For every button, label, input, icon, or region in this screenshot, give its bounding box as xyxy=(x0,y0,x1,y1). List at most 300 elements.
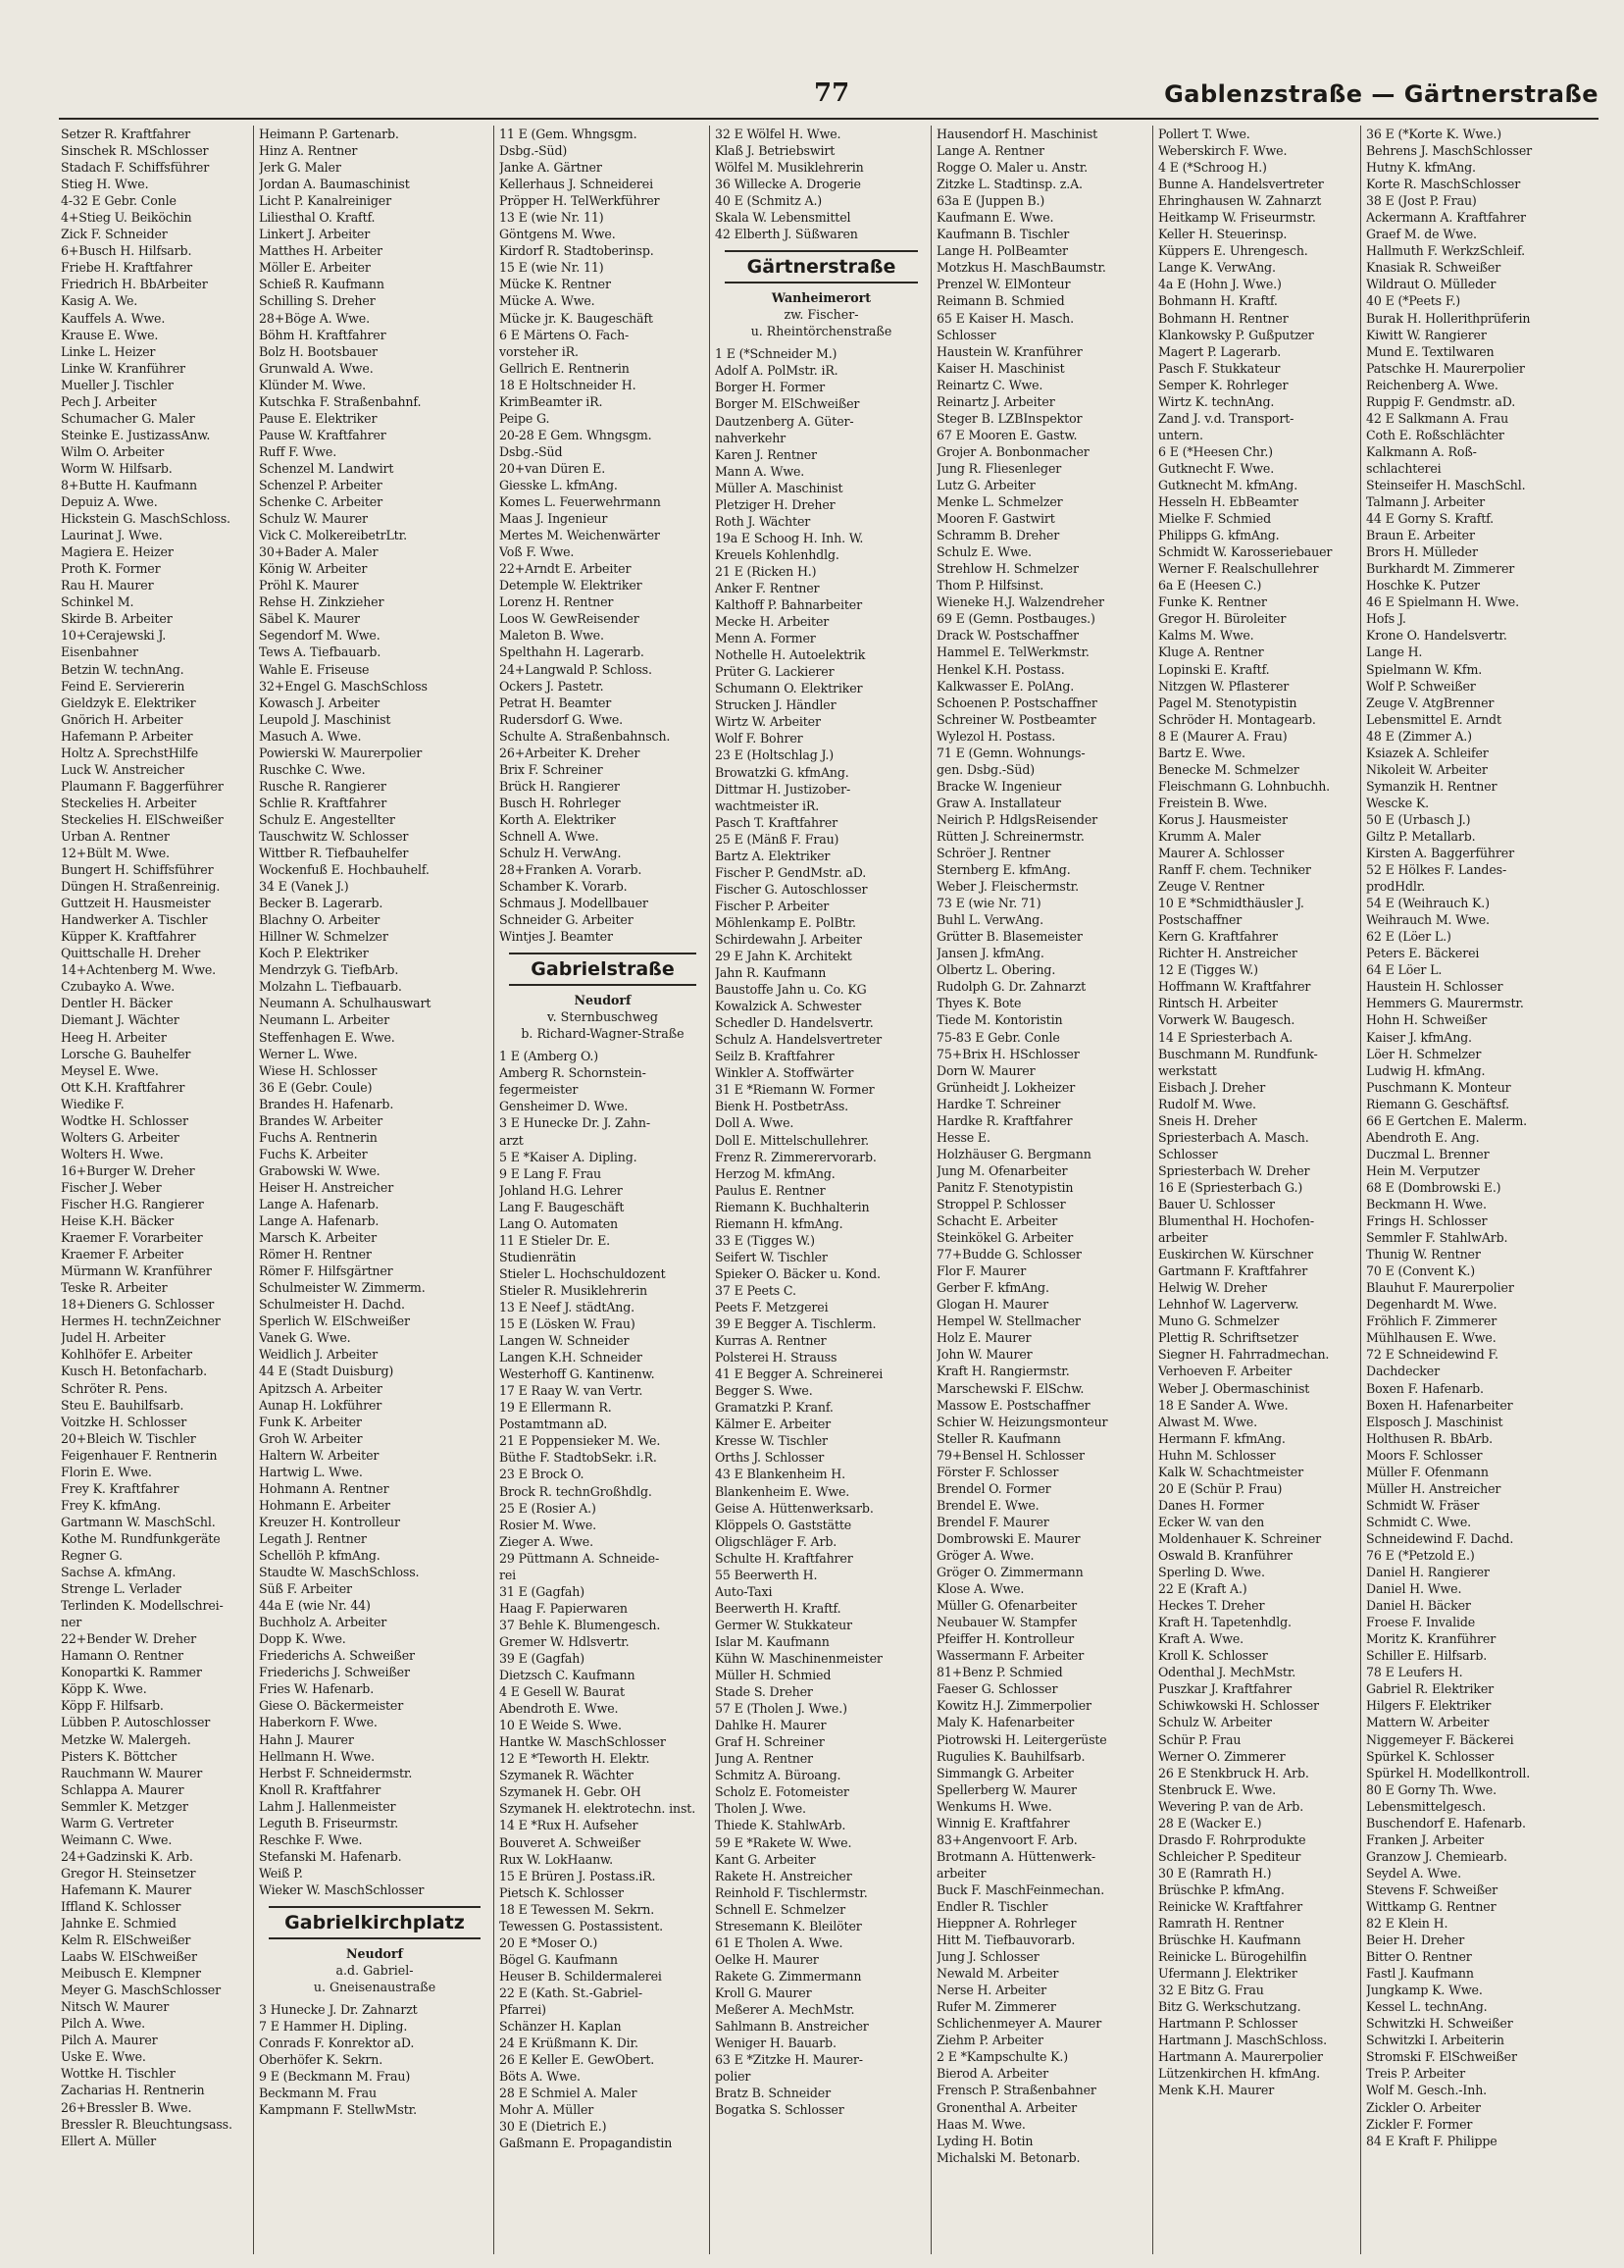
list-item: Stade S. Dreher xyxy=(715,1684,813,1700)
street-extent: u. Rheintörchenstraße xyxy=(750,324,892,339)
list-item: Kessel L. technAng. xyxy=(1366,1999,1488,2015)
list-item: Wahle E. Friseuse xyxy=(259,661,370,677)
list-item: 15 E (wie Nr. 11) xyxy=(499,260,604,276)
list-item: 10 E Weide S. Wwe. xyxy=(499,1718,622,1733)
list-item: Moors F. Schlosser xyxy=(1366,1447,1483,1463)
list-item: Braun E. Arbeiter xyxy=(1366,528,1475,543)
street-district: Neudorf xyxy=(574,993,632,1008)
list-item: 28+Böge A. Wwe. xyxy=(259,310,370,326)
list-item: Gnörich H. Arbeiter xyxy=(61,711,183,727)
list-item: Kaufmann E. Wwe. xyxy=(937,210,1054,226)
list-item: Förster F. Schlosser xyxy=(937,1464,1059,1479)
list-item: Powierski W. Maurerpolier xyxy=(259,745,423,760)
list-item: Czubayko A. Wwe. xyxy=(61,979,176,995)
list-item: 23 E Brock O. xyxy=(499,1467,584,1482)
list-item: Steckelies H. ElSchweißer xyxy=(61,811,224,827)
list-item: Wolf P. Schweißer xyxy=(1366,678,1476,694)
list-item: Terlinden K. Modellschrei- xyxy=(61,1598,224,1614)
list-item: 12 E (Tigges W.) xyxy=(1158,962,1258,978)
list-item: Euskirchen W. Kürschner xyxy=(1158,1247,1313,1263)
list-item: Beier H. Dreher xyxy=(1366,1933,1465,1948)
list-item: 39 E Begger A. Tischlerm. xyxy=(715,1316,877,1332)
list-item: 82 E Klein H. xyxy=(1366,1916,1448,1932)
list-item: Dittmar H. Justizober- xyxy=(715,781,851,797)
list-item: Schoenen P. Postschaffner xyxy=(937,695,1097,710)
list-item: Menk K.H. Maurer xyxy=(1158,2083,1275,2098)
list-item: Böhm H. Kraftfahrer xyxy=(259,327,386,342)
list-item: Krone O. Handelsvertr. xyxy=(1366,628,1507,644)
list-item: Wenkums H. Wwe. xyxy=(937,1798,1052,1814)
list-item: Lützenkirchen H. kfmAng. xyxy=(1158,2066,1321,2082)
list-item: Bartz A. Elektriker xyxy=(715,848,831,863)
list-item: Ackermann A. Kraftfahrer xyxy=(1366,210,1526,226)
list-item: Meßerer A. MechMstr. xyxy=(715,2001,855,2017)
list-item: 18 E Holtschneider H. xyxy=(499,377,636,392)
list-item: Hartmann A. Maurerpolier xyxy=(1158,2049,1323,2065)
list-item: Skala W. Lebensmittel xyxy=(715,210,851,226)
list-item: Haltern W. Arbeiter xyxy=(259,1447,380,1463)
list-item: Jansen J. kfmAng. xyxy=(937,946,1044,961)
list-item: Prüter G. Lackierer xyxy=(715,664,835,680)
list-item: Amberg R. Schornstein- xyxy=(499,1065,646,1081)
list-item: 32 E Wölfel H. Wwe. xyxy=(715,127,841,141)
list-item: Kühn W. Maschinenmeister xyxy=(715,1650,883,1666)
list-item: Brendel F. Maurer xyxy=(937,1514,1049,1529)
list-item: 20 E *Moser O.) xyxy=(499,1934,598,1950)
list-item: Islar M. Kaufmann xyxy=(715,1633,830,1649)
list-item: Blachny O. Arbeiter xyxy=(259,912,381,928)
list-item: Faeser G. Schlosser xyxy=(937,1681,1058,1697)
list-item: Giese O. Bäckermeister xyxy=(259,1698,404,1714)
list-item: 54 E (Weihrauch K.) xyxy=(1366,896,1490,911)
list-item: Postschaffner xyxy=(1158,912,1243,928)
list-item: Granzow J. Chemiearb. xyxy=(1366,1848,1507,1864)
list-item: Hammel E. TelWerkmstr. xyxy=(937,644,1090,660)
list-item: Buchholz A. Arbeiter xyxy=(259,1615,387,1630)
list-item: Piotrowski H. Leitergerüste xyxy=(937,1731,1107,1747)
list-item: 61 E Tholen A. Wwe. xyxy=(715,1934,843,1950)
list-item: Kraemer F. Arbeiter xyxy=(61,1247,183,1263)
list-item: 36 E (*Korte K. Wwe.) xyxy=(1366,127,1501,141)
list-item: Schlosser xyxy=(1158,1146,1218,1161)
list-item: Teske R. Arbeiter xyxy=(61,1280,168,1296)
list-item: 23 E (Holtschlag J.) xyxy=(715,747,835,763)
list-item: Reinicke L. Bürogehilfin xyxy=(1158,1949,1307,1965)
list-item: Herzog M. kfmAng. xyxy=(715,1165,836,1181)
list-item: Kalms M. Wwe. xyxy=(1158,628,1254,644)
list-item: Nerse H. Arbeiter xyxy=(937,1983,1047,1998)
list-item: 78 E Leufers H. xyxy=(1366,1665,1463,1680)
list-item: 20+Bleich W. Tischler xyxy=(61,1430,196,1446)
list-item: Werner O. Zimmerer xyxy=(1158,1748,1286,1764)
list-item: Ksiazek A. Schleifer xyxy=(1366,745,1489,760)
list-item: ner xyxy=(61,1615,82,1630)
list-item: Hafemann P. Arbeiter xyxy=(61,728,193,744)
list-item: Schnell A. Wwe. xyxy=(499,828,599,844)
list-item: Werner F. Realschullehrer xyxy=(1158,561,1319,577)
list-item: Kowalzick A. Schwester xyxy=(715,999,862,1014)
street-district: Neudorf xyxy=(346,1945,403,1961)
list-item: Thom P. Hilfsinst. xyxy=(937,578,1044,593)
list-item: 10+Cerajewski J. xyxy=(61,628,167,644)
list-item: Adolf A. PolMstr. iR. xyxy=(715,363,838,379)
list-item: Wescke K. xyxy=(1366,795,1430,810)
list-item: Fischer P. GendMstr. aD. xyxy=(715,864,867,880)
list-item: Riemann H. kfmAng. xyxy=(715,1215,843,1231)
list-item: Schenzel M. Landwirt xyxy=(259,460,394,476)
list-item: Herbst F. Schneidermstr. xyxy=(259,1765,413,1780)
list-item: 4a E (Hohn J. Wwe.) xyxy=(1158,277,1282,292)
list-item: Reimann B. Schmied xyxy=(937,293,1065,309)
list-item: Segendorf M. Wwe. xyxy=(259,628,381,644)
list-item: Brendel E. Wwe. xyxy=(937,1497,1040,1513)
list-item: fegermeister xyxy=(499,1082,579,1098)
list-item: Fischer J. Weber xyxy=(61,1179,162,1195)
list-item: Strehlow H. Schmelzer xyxy=(937,561,1079,577)
list-item: Schulmeister H. Dachd. xyxy=(259,1297,405,1313)
list-item: Feigenhauer F. Rentnerin xyxy=(61,1447,218,1463)
list-item: Mürmann W. Kranführer xyxy=(61,1263,212,1279)
list-item: Oberhöfer K. Sekrn. xyxy=(259,2052,383,2068)
list-item: 39 E (Gagfah) xyxy=(499,1650,585,1666)
list-item: Eisenbahner xyxy=(61,644,138,660)
list-item: Wolf M. Gesch.-Inh. xyxy=(1366,2083,1488,2098)
list-item: Schramm B. Dreher xyxy=(937,528,1060,543)
list-item: 24+Gadzinski K. Arb. xyxy=(61,1848,193,1864)
list-item: 31 E *Riemann W. Former xyxy=(715,1082,875,1098)
list-item: Bienk H. PostbetrAss. xyxy=(715,1099,849,1114)
list-item: Laabs W. ElSchweißer xyxy=(61,1949,197,1965)
list-item: Hutny K. kfmAng. xyxy=(1366,160,1476,176)
list-item: Bierod A. Arbeiter xyxy=(937,2066,1048,2082)
list-item: 7 E Hammer H. Dipling. xyxy=(259,2019,408,2035)
list-item: 4 E Gesell W. Baurat xyxy=(499,1684,625,1700)
list-item: Motzkus H. MaschBaumstr. xyxy=(937,260,1106,276)
list-item: 43 E Blankenheim H. xyxy=(715,1467,845,1482)
list-item: 40 E (Schmitz A.) xyxy=(715,193,823,209)
list-item: Kraemer F. Vorarbeiter xyxy=(61,1230,203,1246)
list-item: Seydel A. Wwe. xyxy=(1366,1865,1461,1881)
list-item: Kohlhöfer E. Arbeiter xyxy=(61,1347,192,1363)
list-item: Hardke R. Kraftfahrer xyxy=(937,1112,1073,1128)
list-item: Buck F. MaschFeinmechan. xyxy=(937,1881,1105,1897)
list-item: Hempel W. Stellmacher xyxy=(937,1314,1081,1329)
list-item: Bunne A. Handelsvertreter xyxy=(1158,177,1324,192)
list-item: Müller G. Ofenarbeiter xyxy=(937,1598,1078,1614)
list-item: Drack W. Postschaffner xyxy=(937,628,1079,644)
list-item: 63 E *Zitzke H. Maurer- xyxy=(715,2052,863,2068)
list-item: 24 E Krüßmann K. Dir. xyxy=(499,2036,638,2051)
list-item: 13 E Neef J. städtAng. xyxy=(499,1300,635,1314)
list-item: Kroll G. Maurer xyxy=(715,1984,812,2000)
list-item: Hesse E. xyxy=(937,1129,990,1145)
street-heading: Gärtnerstraße xyxy=(725,250,918,284)
list-item: Kelm R. ElSchweißer xyxy=(61,1933,191,1948)
list-item: Schumann O. Elektriker xyxy=(715,681,863,696)
list-item: Brix F. Schreiner xyxy=(499,761,603,777)
list-item: Bouveret A. Schweißer xyxy=(499,1834,640,1850)
list-item: Magert P. Lagerarb. xyxy=(1158,343,1282,359)
list-item: Pilch A. Wwe. xyxy=(61,2016,146,2032)
list-item: Sinschek R. MSchlosser xyxy=(61,143,209,159)
list-item: Metzke W. Malergeh. xyxy=(61,1731,191,1747)
list-item: Skirde B. Arbeiter xyxy=(61,611,173,627)
list-item: 5 E *Kaiser A. Dipling. xyxy=(499,1149,637,1164)
header-rule xyxy=(59,118,1599,120)
directory-column xyxy=(709,126,931,2254)
list-item: Haustein W. Kranführer xyxy=(937,343,1083,359)
list-item: 1 E (*Schneider M.) xyxy=(715,346,837,362)
list-item: Brück H. Rangierer xyxy=(499,778,620,794)
list-item: Rux W. LokHaanw. xyxy=(499,1851,614,1867)
list-item: Gellrich E. Rentnerin xyxy=(499,360,630,376)
list-item: Gartmann W. MaschSchl. xyxy=(61,1514,216,1529)
list-item: 44a E (wie Nr. 44) xyxy=(259,1598,371,1614)
list-item: Stieler L. Hochschuldozent xyxy=(499,1265,666,1281)
list-item: Graef M. de Wwe. xyxy=(1366,227,1477,242)
list-item: Coth E. Roßschlächter xyxy=(1366,427,1504,442)
list-item: Vorwerk W. Baugesch. xyxy=(1158,1012,1295,1028)
list-item: 19 E Ellermann R. xyxy=(499,1400,612,1416)
list-item: Lahm J. Hallenmeister xyxy=(259,1798,396,1814)
list-item: Zeuge V. AtgBrenner xyxy=(1366,695,1495,710)
list-item: Säbel K. Maurer xyxy=(259,611,360,627)
list-item: Schwitzki H. Schweißer xyxy=(1366,2016,1513,2032)
list-item: Ott K.H. Kraftfahrer xyxy=(61,1079,185,1095)
list-item: Giltz P. Metallarb. xyxy=(1366,828,1476,844)
list-item: Apitzsch A. Arbeiter xyxy=(259,1380,382,1396)
list-item: Steinseifer H. MaschSchl. xyxy=(1366,477,1526,492)
list-item: Buschendorf E. Hafenarb. xyxy=(1366,1815,1526,1830)
list-item: Szymanek H. elektrotechn. inst. xyxy=(499,1801,696,1817)
list-item: Fuchs A. Rentnerin xyxy=(259,1129,378,1145)
list-item: Peters E. Bäckerei xyxy=(1366,946,1480,961)
list-item: 28 E (Wacker E.) xyxy=(1158,1815,1262,1830)
list-item: Mohr A. Müller xyxy=(499,2102,594,2118)
list-item: Wilm O. Arbeiter xyxy=(61,443,165,459)
list-item: Lang O. Automaten xyxy=(499,1215,619,1231)
list-item: Pagel M. Stenotypistin xyxy=(1158,695,1297,710)
list-item: Heuser B. Schildermalerei xyxy=(499,1968,662,1984)
list-item: Gutknecht M. kfmAng. xyxy=(1158,477,1298,492)
list-item: Kalkmann A. Roß- xyxy=(1366,443,1477,459)
list-item: Gensheimer D. Wwe. xyxy=(499,1099,629,1114)
list-item: Kaufmann B. Tischler xyxy=(937,227,1070,242)
list-item: Kurras A. Rentner xyxy=(715,1333,827,1349)
list-item: arbeiter xyxy=(937,1865,987,1881)
list-item: Möller E. Arbeiter xyxy=(259,260,371,276)
list-item: Stresemann K. Bleilöter xyxy=(715,1918,862,1933)
list-item: 26+Arbeiter K. Dreher xyxy=(499,745,640,760)
list-item: 55 Beerwerth H. xyxy=(715,1567,818,1582)
list-item: Doll E. Mittelschullehrer. xyxy=(715,1132,870,1148)
list-item: Lange A. Hafenarb. xyxy=(259,1213,380,1229)
list-item: 22 E (Kraft A.) xyxy=(1158,1581,1247,1597)
list-item: Treis P. Arbeiter xyxy=(1366,2066,1465,2082)
list-item: 9 E (Beckmann M. Frau) xyxy=(259,2069,411,2085)
list-item: Hahn J. Maurer xyxy=(259,1731,354,1747)
list-item: 30 E (Ramrath H.) xyxy=(1158,1865,1272,1881)
list-item: 3 Hunecke J. Dr. Zahnarzt xyxy=(259,2001,418,2017)
list-item: Gutknecht F. Wwe. xyxy=(1158,460,1275,476)
list-item: Bögel G. Kaufmann xyxy=(499,1951,618,1967)
list-item: Grojer A. Bonbonmacher xyxy=(937,443,1090,459)
list-item: Pause W. Kraftfahrer xyxy=(259,427,386,442)
list-item: Hillner W. Schmelzer xyxy=(259,929,388,945)
list-item: Tiede M. Kontoristin xyxy=(937,1012,1063,1028)
list-item: Böts A. Wwe. xyxy=(499,2069,581,2085)
list-item: Hermes H. technZeichner xyxy=(61,1314,221,1329)
list-item: Schulmeister W. Zimmerm. xyxy=(259,1280,426,1296)
list-item: Thunig W. Rentner xyxy=(1366,1247,1481,1263)
list-item: Kaiser H. Maschinist xyxy=(937,360,1065,376)
list-item: Gröger A. Wwe. xyxy=(937,1547,1035,1563)
list-item: Burak H. Hollerithprüferin xyxy=(1366,310,1531,326)
list-item: Alwast M. Wwe. xyxy=(1158,1414,1257,1429)
list-item: Wassermann F. Arbeiter xyxy=(937,1648,1085,1664)
list-item: Matthes H. Arbeiter xyxy=(259,243,382,259)
list-item: 17 E Raay W. van Vertr. xyxy=(499,1383,643,1399)
list-item: Wintjes J. Beamter xyxy=(499,929,613,945)
list-item: Rehse H. Zinkzieher xyxy=(259,594,384,610)
list-item: Bungert H. Schiffsführer xyxy=(61,862,214,878)
list-item: 6 E Märtens O. Fach- xyxy=(499,327,630,342)
list-item: Frey K. kfmAng. xyxy=(61,1497,161,1513)
list-item: Thiede K. StahlwArb. xyxy=(715,1818,846,1833)
list-item: 26 E Keller E. GewObert. xyxy=(499,2052,655,2068)
list-item: Hieppner A. Rohrleger xyxy=(937,1916,1077,1932)
list-item: Dautzenberg A. Güter- xyxy=(715,413,854,429)
list-item: Jung R. Fliesenleger xyxy=(937,460,1062,476)
list-item: Jung M. Ofenarbeiter xyxy=(937,1162,1068,1178)
list-item: Bitter O. Rentner xyxy=(1366,1949,1472,1965)
list-item: 25 E (Mänß F. Frau) xyxy=(715,831,839,847)
list-item: Dsbg.-Süd xyxy=(499,443,563,459)
list-item: Mecke H. Arbeiter xyxy=(715,614,830,630)
list-item: Lang F. Baugeschäft xyxy=(499,1199,625,1214)
list-item: Funk K. Arbeiter xyxy=(259,1414,362,1429)
list-item: Reinicke W. Kraftfahrer xyxy=(1158,1898,1302,1914)
list-item: Duczmal L. Brenner xyxy=(1366,1146,1490,1161)
list-item: Sahlmann B. Anstreicher xyxy=(715,2019,869,2035)
list-item: 77+Budde G. Schlosser xyxy=(937,1247,1082,1263)
list-item: Semper K. Rohrleger xyxy=(1158,377,1289,392)
list-item: Steffenhagen E. Wwe. xyxy=(259,1029,395,1045)
list-item: Kirdorf R. Stadtoberinsp. xyxy=(499,243,654,259)
list-item: Wirtz W. Arbeiter xyxy=(715,714,821,730)
list-item: 31 E (Gagfah) xyxy=(499,1583,585,1599)
list-item: Lyding H. Botin xyxy=(937,2133,1034,2148)
list-item: nahverkehr xyxy=(715,430,787,445)
list-item: Froese F. Invalide xyxy=(1366,1615,1476,1630)
list-item: Schumacher G. Maler xyxy=(61,410,195,426)
list-item: Proth K. Former xyxy=(61,561,161,577)
list-item: Sperlich W. ElSchweißer xyxy=(259,1314,410,1329)
list-item: Uske E. Wwe. xyxy=(61,2049,146,2065)
list-item: 68 E (Dombrowski E.) xyxy=(1366,1179,1501,1195)
list-item: Pfarrei) xyxy=(499,2001,546,2017)
list-item: Schulz H. VerwAng. xyxy=(499,846,622,861)
list-item: Wockenfuß E. Hochbauhelf. xyxy=(259,862,430,878)
list-item: Karen J. Rentner xyxy=(715,446,817,462)
list-item: Kraft H. Rangiermstr. xyxy=(937,1364,1070,1379)
list-item: Schür P. Frau xyxy=(1158,1731,1242,1747)
list-item: Steller R. Kaufmann xyxy=(937,1430,1061,1446)
list-item: Linke L. Heizer xyxy=(61,343,156,359)
list-item: Reichenberg A. Wwe. xyxy=(1366,377,1498,392)
list-item: polier xyxy=(715,2069,751,2085)
list-item: Haberkorn F. Wwe. xyxy=(259,1715,378,1730)
list-item: Werner L. Wwe. xyxy=(259,1046,358,1061)
list-item: Schacht E. Arbeiter xyxy=(937,1213,1058,1229)
list-item: Voitzke H. Schlosser xyxy=(61,1414,187,1429)
list-item: Jung A. Rentner xyxy=(715,1751,813,1767)
list-item: Johland H.G. Lehrer xyxy=(499,1182,623,1198)
list-item: 22 E (Kath. St.-Gabriel- xyxy=(499,1984,642,2000)
list-item: Boxen F. Hafenarb. xyxy=(1366,1380,1484,1396)
list-item: Winnig E. Kraftfahrer xyxy=(937,1815,1070,1830)
list-item: Leguth B. Friseurmstr. xyxy=(259,1815,399,1830)
list-item: schlachterei xyxy=(1366,460,1442,476)
list-item: Hitt M. Tiefbauvorarb. xyxy=(937,1933,1076,1948)
list-item: Steinkökel G. Arbeiter xyxy=(937,1230,1074,1246)
list-item: Becker B. Lagerarb. xyxy=(259,896,383,911)
list-item: Stieg H. Wwe. xyxy=(61,177,149,192)
list-item: 50 E (Urbasch J.) xyxy=(1366,811,1471,827)
list-item: 36 E (Gebr. Coule) xyxy=(259,1079,373,1095)
list-item: Ehringhausen W. Zahnarzt xyxy=(1158,193,1322,209)
list-item: untern. xyxy=(1158,427,1203,442)
list-item: Schneidewind F. Dachd. xyxy=(1366,1530,1514,1546)
list-item: Holzhäuser G. Bergmann xyxy=(937,1146,1091,1161)
list-item: Anker F. Rentner xyxy=(715,580,820,595)
list-item: Spürkel K. Schlosser xyxy=(1366,1748,1495,1764)
street-extent: u. Gneisenaustraße xyxy=(313,1979,436,1994)
list-item: Friederichs J. Schweißer xyxy=(259,1665,410,1680)
list-item: 6 E (*Heesen Chr.) xyxy=(1158,443,1273,459)
list-item: 14+Achtenberg M. Wwe. xyxy=(61,962,216,978)
list-item: Bogatka S. Schlosser xyxy=(715,2102,844,2118)
list-item: Konopartki K. Rammer xyxy=(61,1665,202,1680)
list-item: Blumenthal H. Hochofen- xyxy=(1158,1213,1314,1229)
list-item: 32+Engel G. MaschSchloss xyxy=(259,678,428,694)
list-item: Linkert J. Arbeiter xyxy=(259,227,371,242)
list-item: Bratz B. Schneider xyxy=(715,2086,831,2101)
list-item: Hilgers F. Elektriker xyxy=(1366,1698,1492,1714)
list-item: Zieger A. Wwe. xyxy=(499,1533,593,1549)
list-item: Richter H. Anstreicher xyxy=(1158,946,1297,961)
list-item: Moritz K. Kranführer xyxy=(1366,1631,1497,1647)
list-item: Schmidt C. Wwe. xyxy=(1366,1514,1472,1529)
list-item: Sachse A. kfmAng. xyxy=(61,1565,177,1580)
list-item: 69 E (Gemn. Postbauges.) xyxy=(937,611,1095,627)
list-item: Laurinat J. Wwe. xyxy=(61,528,163,543)
list-item: Schlichenmeyer A. Maurer xyxy=(937,2016,1102,2032)
list-item: Ufermann J. Elektriker xyxy=(1158,1966,1297,1982)
list-item: Ranff F. chem. Techniker xyxy=(1158,862,1311,878)
list-item: 67 E Mooren E. Gastw. xyxy=(937,427,1078,442)
list-item: Müller F. Ofenmann xyxy=(1366,1464,1489,1479)
list-item: Zickler O. Arbeiter xyxy=(1366,2099,1481,2115)
list-item: 24+Langwald P. Schloss. xyxy=(499,661,652,677)
list-item: Weberskirch F. Wwe. xyxy=(1158,143,1288,159)
list-item: Endler R. Tischler xyxy=(937,1898,1048,1914)
list-item: Gröger O. Zimmermann xyxy=(937,1565,1084,1580)
list-item: Hohmann E. Arbeiter xyxy=(259,1497,390,1513)
list-item: 75-83 E Gebr. Conle xyxy=(937,1029,1060,1045)
list-item: Dombrowski E. Maurer xyxy=(937,1530,1081,1546)
list-item: Fleischmann G. Lohnbuchh. xyxy=(1158,778,1331,794)
